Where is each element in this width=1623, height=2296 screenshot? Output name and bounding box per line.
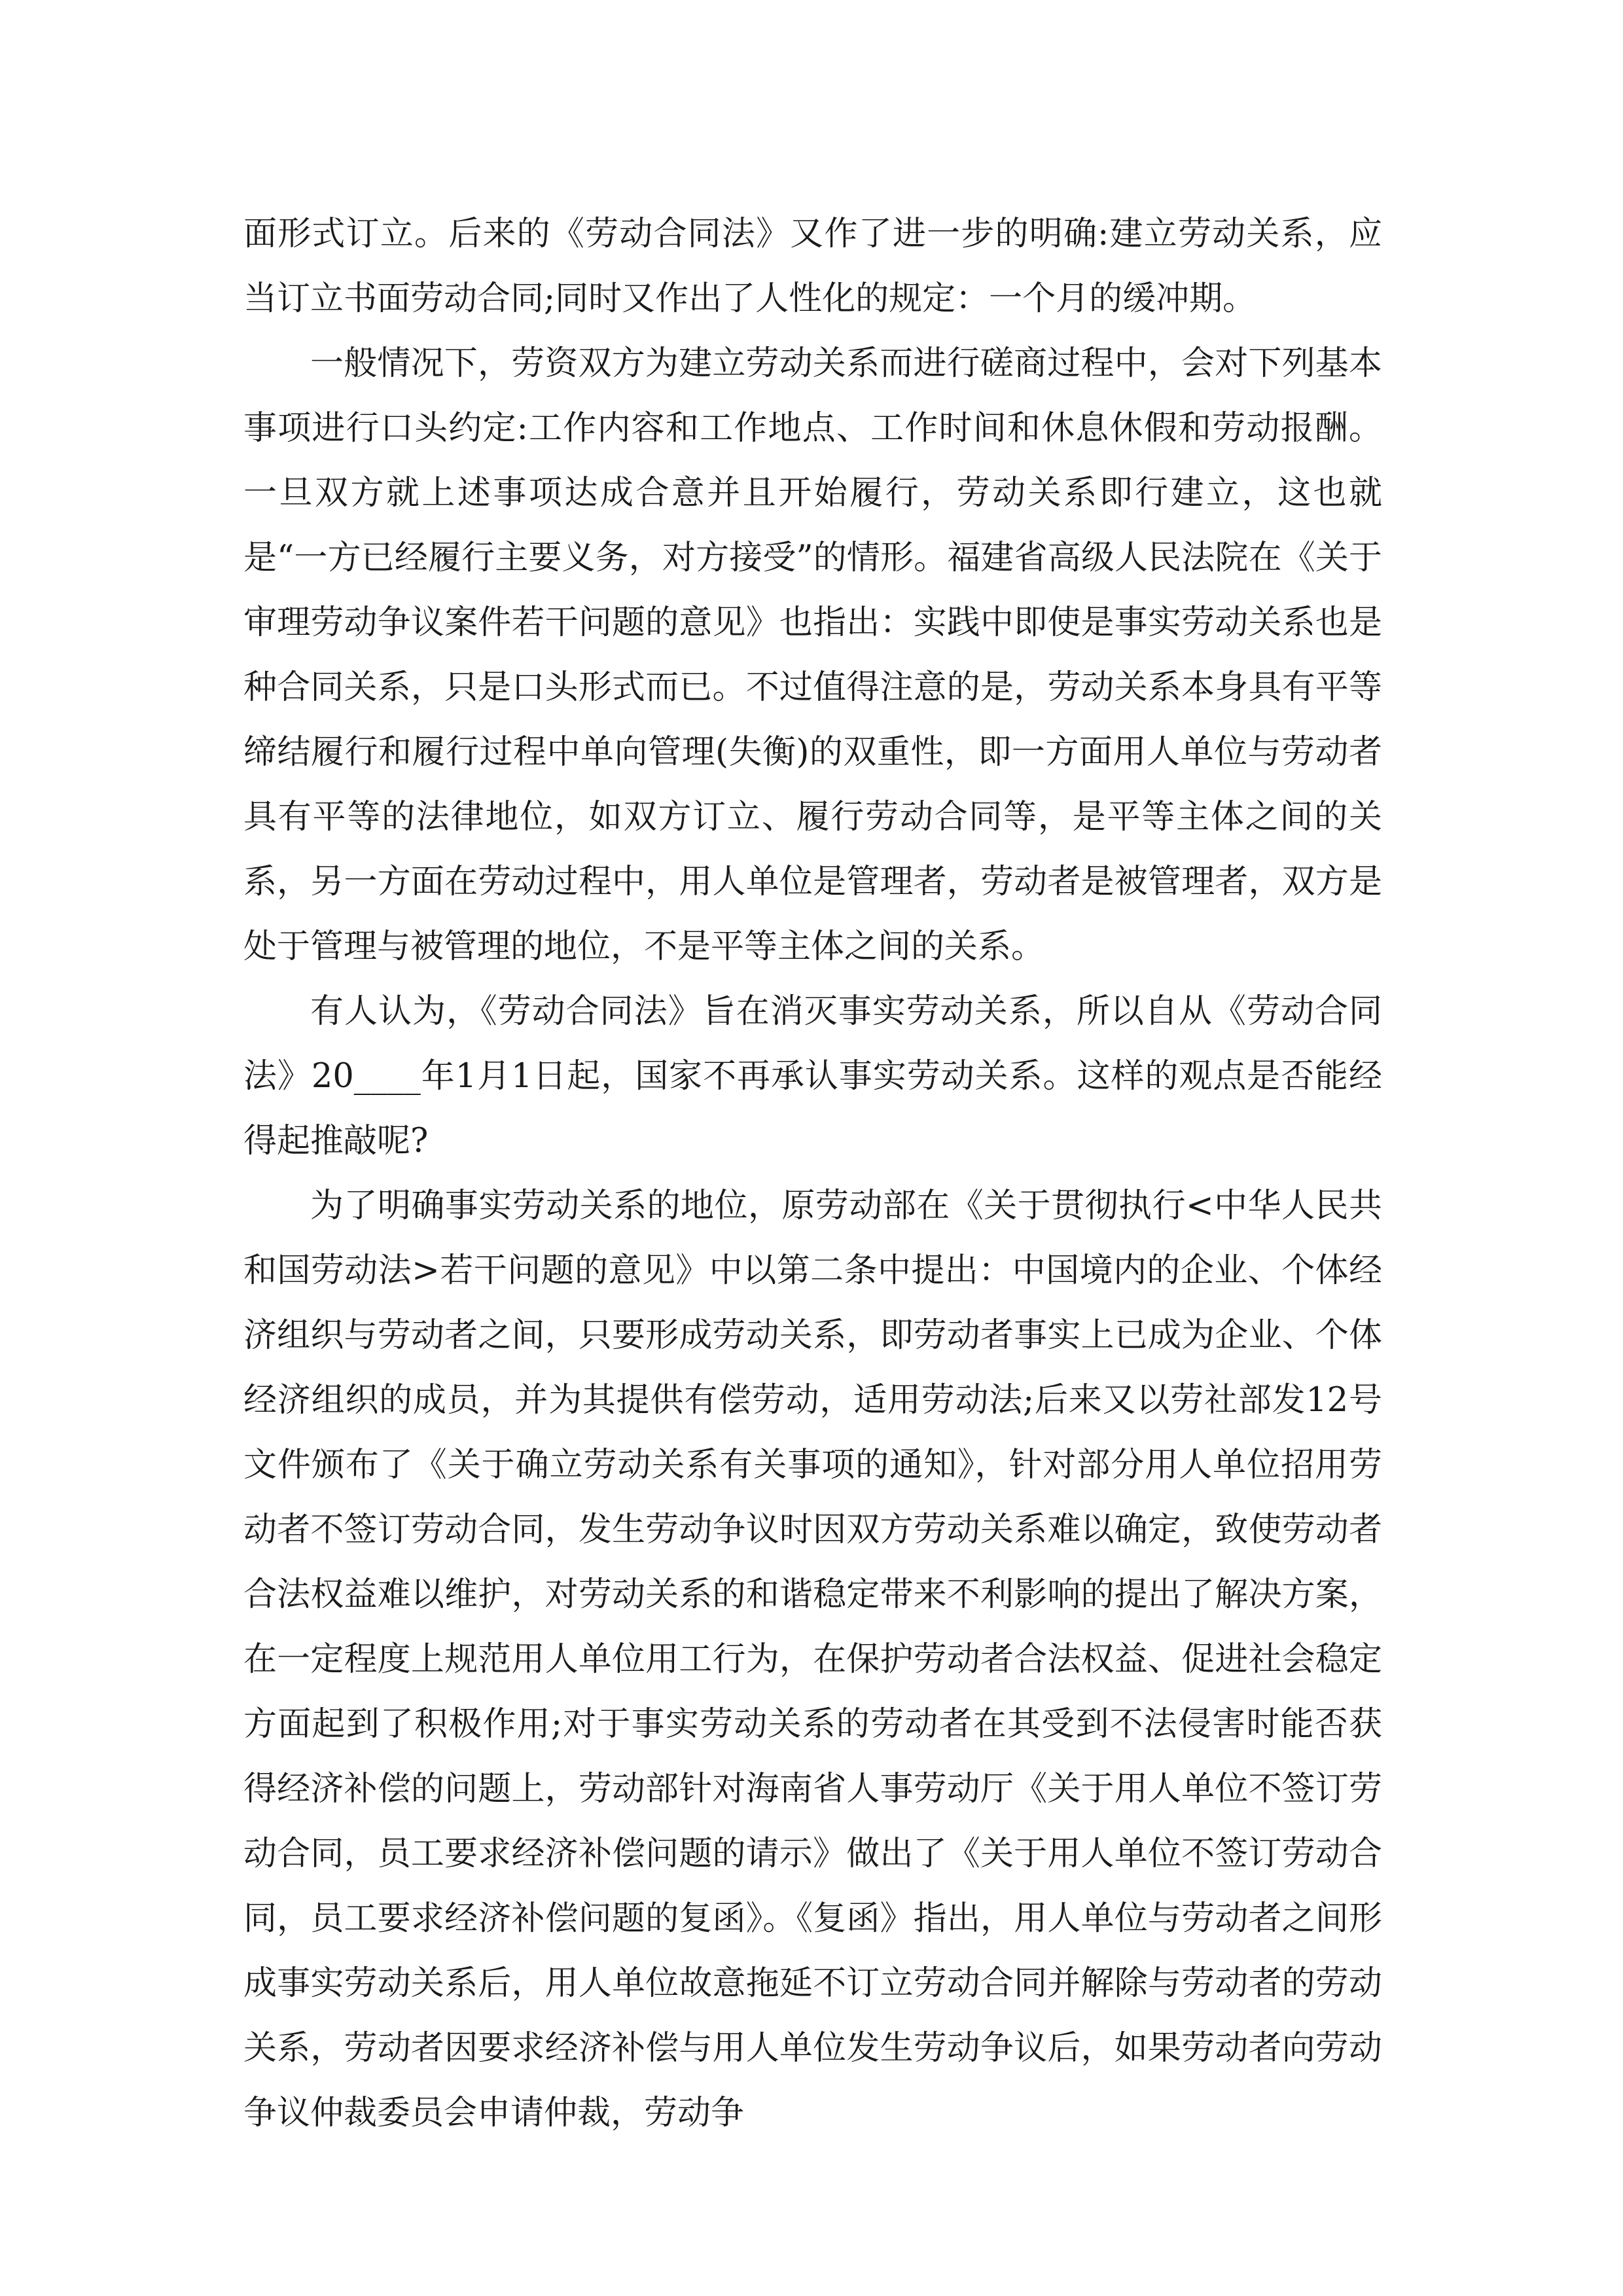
paragraph-labor-ministry: 为了明确事实劳动关系的地位，原劳动部在《关于贯彻执行<中华人民共和国劳动法>若干问题的意见》中以第二条中提出：中国境内的企业、个体经济组织与劳动者之间，只要形成劳动关系，即劳动者事实上已成为企业、个体经济组织的成员，并为其提供有偿劳动，适用劳动法;后来又以劳社部发12号文件颁布了《关于确立劳动关系有关事项的通知》，针对部分用人单位招用劳动者不签订劳动合同，发生劳动争议时因双方劳动关系难以确定，致使劳动者合法权益难以维护，对劳动关系的和谐稳定带来不利影响的提出了解决方案，在一定程度上规范用人单位用工行为，在保护劳动者合法权益、促进社会稳定方面起到了积极作用;对于事实劳动关系的劳动者在其受到不法侵害时能否获得经济补偿的问题上，劳动部针对海南省人事劳动厅《关于用人单位不签订劳动合同，员工要求经济补偿问题的请示》做出了《关于用人单位不签订劳动合同，员工要求经济补偿问题的复函》。《复函》指出，用人单位与劳动者之间形成事实劳动关系后，用人单位故意拖延不订立劳动合同并解除与劳动者的劳动关系，劳动者因要求经济补偿与用人单位发生劳动争议后，如果劳动者向劳动争议仲裁委员会申请仲裁，劳动争 [243,1187,1382,2132]
paragraph-negotiation: 一般情况下，劳资双方为建立劳动关系而进行磋商过程中，会对下列基本事项进行口头约定:工作内容和工作地点、工作时间和休息休假和劳动报酬。一旦双方就上述事项达成合意并且开始履行，劳动关系即行建立，这也就是“一方已经履行主要义务，对方接受”的情形。福建省高级人民法院在《关于审理劳动争议案件若干问题的意见》也指出：实践中即使是事实劳动关系也是种合同关系，只是口头形式而已。不过值得注意的是，劳动关系本身具有平等缔结履行和履行过程中单向管理(失衡)的双重性，即一方面用人单位与劳动者具有平等的法律地位，如双方订立、履行劳动合同等，是平等主体之间的关系，另一方面在劳动过程中，用人单位是管理者，劳动者是被管理者，双方是处于管理与被管理的地位，不是平等主体之间的关系。 [243,344,1382,966]
paragraph-question: 有人认为，《劳动合同法》旨在消灭事实劳动关系，所以自从《劳动合同法》20____年1月1日起，国家不再承认事实劳动关系。这样的观点是否能经得起推敲呢? [243,992,1382,1160]
paragraph-continuation: 面形式订立。后来的《劳动合同法》又作了进一步的明确:建立劳动关系，应当订立书面劳动合同;同时又作出了人性化的规定：一个月的缓冲期。 [243,215,1382,318]
body-text [243,202,1382,2145]
